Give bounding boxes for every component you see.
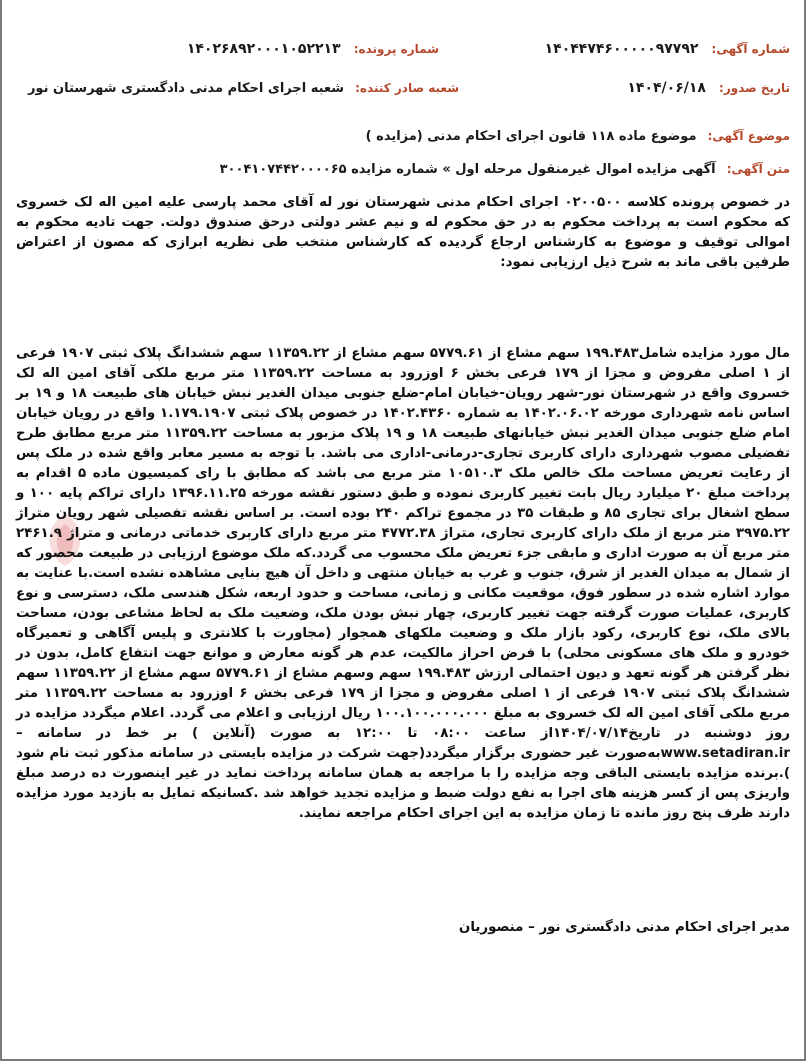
main-paragraph [16,344,790,824]
notice-title-field [220,158,790,177]
case-number-field [187,38,439,57]
subject-field [366,125,790,144]
issue-date-field [627,77,790,96]
notice-text-label: متن آگهی: [726,162,790,176]
setadiran-link[interactable]: www.setadiran.ir [660,746,790,761]
intro-paragraph: در خصوص پرونده کلاسه ۰۲۰۰۵۰۰ اجرای احکام مدنی شهرستان نور له آقای محمد پارسی علیه امین اله لک خسروی که محکوم است به پرداخت محکوم به در حق محکوم له و نیم عشر دولتی درحق صندوق دولت. جهت تادیه محکوم به اموالی توقیف و موضوع به کارشناس ارجاع گردیده که کارشناس منتخب طی نظریه ابرازی که مصون از اعتراض طرفین باقی ماند به شرح ذیل ارزیابی نمود: [16,195,790,270]
notice-title: آگهی مزایده اموال غیرمنقول مرحله اول » شماره مزایده ۳۰۰۴۱۰۷۴۴۲۰۰۰۰۶۵ [219,162,716,177]
issuer-value: شعبه اجرای احکام مدنی دادگستری شهرستان نور [27,81,345,96]
subject-value: موضوع ماده ۱۱۸ قانون اجرای احکام مدنی (مزایده ) [365,129,697,144]
ad-number-field [545,38,790,57]
issue-date-label: تاریخ صدور: [719,81,790,95]
signature: مدیر اجرای احکام مدنی دادگستری نور – منصوریان [458,920,790,935]
case-number-value: ۱۴۰۲۶۸۹۲۰۰۰۱۰۵۲۲۱۳ [186,41,341,57]
issuer-field [28,77,459,96]
issue-date-value: ۱۴۰۴/۰۶/۱۸ [627,80,706,96]
ad-number-value: ۱۴۰۴۴۷۴۶۰۰۰۰۰۹۷۷۹۲ [544,41,699,57]
case-number-label: شماره پرونده: [353,42,439,56]
main-paragraph-continued: به‌صورت غیر حضوری برگزار میگردد(جهت شرکت در مزایده بایستی در سامانه مذکور ثبت نام شود ).برنده مزایده بایستی الباقی وجه مزایده را با مراجعه به همان سامانه پرداخت نماید در غیر اینصورت ده درصد مبلغ واریزی پس از کسر هزینه های اجرا به نفع دولت ضبط و مزایده تجدید خواهد شد .کسانیکه تمایل به بازدید مورد مزایده دارند ظرف پنج روز مانده تا زمان مزایده به این اجرای احکام مراجعه نمایند. [16,746,790,821]
subject-label: موضوع آگهی: [707,129,790,143]
issuer-label: شعبه صادر کننده: [355,81,459,95]
main-paragraph-text: مال مورد مزایده شامل۱۹۹.۴۸۳ سهم مشاع از ۵۷۷۹.۶۱ سهم مشاع از ۱۱۳۵۹.۲۲ سهم ششدانگ پلاک ثبتی ۱۹۰۷ فرعی از ۱ اصلی مفروض و مجزا از ۱۷۹ فرعی بخش ۶ اوزرود به مساحت ۱۱۳۵۹.۲۲ متر مربع ملکی آقای امین اله لک خسروی واقع در شهرستان نور-شهر رویان-خیابان امام-ضلع جنوبی میدان الغدیر نبش خیابان های طبیعت ۱۸ و ۱۹ بر اساس نامه شهرداری مورخه ۱۴۰۲.۰۶.۰۲ به شماره ۱۴۰۲.۴۳۶۰ در خصوص پلاک ثبتی ۱.۱۷۹.۱۹۰۷ واقع در رویان خیابان امام ضلع جنوبی میدان الغدیر نبش خیابانهای طبیعت ۱۸ و ۱۹ پلاک مزبور به مساحت ۱۱۳۵۹.۲۲ متر مربع مطابق طرح تفضیلی مصوب شهرداری دارای کاربری تجاری-درمانی-اداری می باشد. با توجه به مسیر معابر واقع شده در ملک پس از رعایت تعریض مساحت ملک خالص ملک ۱۰۵۱۰.۳ متر مربع می باشد که مطابق با رای کمیسیون ماده ۵ اقدام به پرداخت مبلغ ۲۰ میلیارد ریال بابت تغییر کاربری نموده و طبق دستور نقشه مورخه ۱۳۹۶.۱۱.۲۵ دارای تراکم پایه ۱۰۰ و سطح اشغال برای تجاری ۸۵ و طبقات ۳۵ در مجموع تراکم ۲۴۰ بوده است. بر اساس نقشه تفصیلی شهر رویان متراژ ۳۹۷۵.۲۲ متر مربع از ملک دارای کاربری تجاری، متراژ ۴۷۷۲.۳۸ متر مربع دارای کاربری خدماتی درمانی و متراژ ۲۴۶۱.۹ متر مربع آن به صورت اداری و مابقی جزء تعریض ملک محسوب می گردد.که ملک موضوع ارزیابی در طبیعت محصور که از شمال به میدان الغدیر از شرق، جنوب و غرب به خیابان منتهی و داخل آن هیچ بنایی مشاهده نشده است.با عنایت به موارد اشاره شده در سطور فوق، موقعیت مکانی و زمانی، مساحت و حدود اربعه، شکل هندسی ملک، دسترسی و نوع کاربری، عملیات صورت گرفته جهت تغییر کاربری، چهار نبش بودن ملک، وضعیت ملک به لحاظ مشاعی بودن، مساحت بالای ملک، نوع کاربری، رکود بازار ملک و وضعیت ملکهای همجوار (مجاورت با کلانتری و پلیس آگاهی و تعمیرگاه خودرو و ملک های مسکونی محلی) با فرض احراز مالکیت، عدم هر گونه معارض و موانع جهت انتفاع کامل، بدون در نظر گرفتن هر گونه تعهد و دیون احتمالی ارزش ۱۹۹.۴۸۳ سهم وسهم مشاع از ۵۷۷۹.۶۱ سهم مشاع از ۱۱۳۵۹.۲۲ سهم ششدانگ پلاک ثبتی ۱۹۰۷ فرعی از ۱ اصلی مفروض و مجزا از ۱۷۹ فرعی بخش ۶ اوزرود به مساحت ۱۱۳۵۹.۲۲ متر مربع ملکی آقای امین اله لک خسروی به مبلغ ۱۰۰.۱۰۰.۰۰۰.۰۰۰ ریال ارزیابی و اعلام می گردد. اعلام میگردد مزایده در روز دوشنبه در تاریخ۱۴۰۴/۰۷/۱۴از ساعت ۰۸:۰۰ تا ۱۲:۰۰ به صورت (آنلاین ) بر خط در سامانه – [16,346,791,741]
ad-number-label: شماره آگهی: [711,42,790,56]
